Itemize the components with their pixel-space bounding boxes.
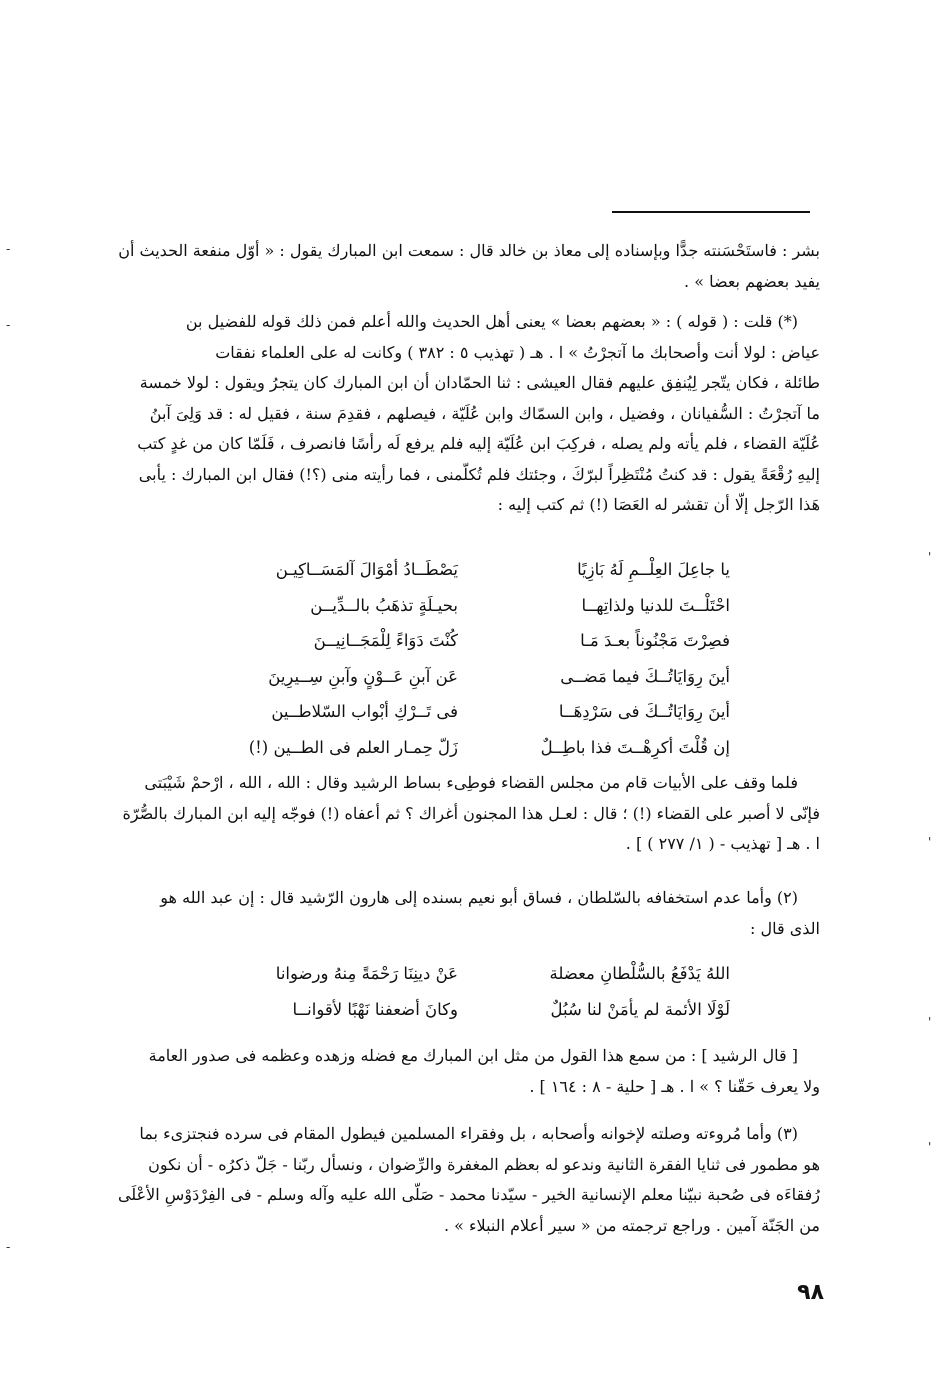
margin-mark: ' (928, 1140, 932, 1154)
text-line: (٣) وأما مُروءته وصلته لإخوانه وأصحابه ، بل وفقراء المسلمين فيطول المقام فى سرده فنجتزىء بما (139, 1124, 798, 1143)
text-line: الذى قال : (750, 918, 820, 938)
text-line: هَذا الرّجل إلّا أن تقشر له العَصَا (!) ثم كتب إليه : (497, 495, 820, 514)
text-line: فلما وقف على الأبيات قام من مجلس القضاء فوطِىء بساط الرشيد وقال : الله ، الله ، ارْحمْ شَيْبَتى (144, 773, 798, 792)
verse-second-hemistich: يَصْطَــادُ أمْوَالَ آلمَسَــاكِيـن (275, 560, 458, 579)
text-line: ولا يعرف حَقّنا ؟ » ا . هـ [ حلية - ٨ : ١٦٤ ] . (529, 1076, 820, 1096)
text-line: ا . هـ [ تهذيب - ( ١/ ٢٧٧ ) ] . (625, 834, 820, 853)
verse-second-hemistich: زَلّ حِمـار العلم فى الطــين (!) (248, 737, 458, 757)
verse-first-hemistich: لَوْلَا الأئمة لم يأمَنْ لنا سُبُلٌ (550, 999, 730, 1019)
verse-first-hemistich: اللهُ يَدْفَعُ بالسُّلْطانِ معضلة (549, 964, 730, 983)
margin-mark: ' (928, 550, 932, 564)
footnote-separator-rule (612, 211, 810, 213)
verse-second-hemistich: بحيـلَةٍ تذهَبُ بالــدِّيــن (310, 595, 458, 615)
poem-verses-2 (200, 956, 730, 1027)
footnote-paragraph-2 (118, 307, 820, 521)
margin-mark: - (6, 318, 11, 332)
text-line: من الجَنّة آمين . وراجع ترجمته من « سير أعلام النبلاء » . (443, 1215, 820, 1235)
text-line: ما آتجرْتُ : السُّفيانان ، وفضيل ، وابن السمّاك وابن عُلَيّة ، فيصلهم ، فقدِمَ سنة ، فقيل له : قد وَلِىَ آبنُ (149, 403, 820, 423)
text-line: إليهِ رُقْعَةً يقول : قد كنتُ مُنْتَظِراً لبرّكَ ، وجئتك فلم تُكلّمنى ، فما رأيته منى (؟!) فقال ابن المبارك : يأبى (138, 464, 820, 484)
verse-second-hemistich: وكانَ أضعفنا نَهْبًا لأقوانــا (292, 999, 458, 1019)
margin-mark: ' (928, 835, 932, 849)
verse-first-hemistich: فصِرْتَ مَجْنُوناً بعـدَ مَـا (580, 631, 730, 650)
footnote-paragraph-4 (118, 883, 820, 944)
verse-second-hemistich: فى تَــرْكِ أبْواب السّلاطــين (271, 702, 458, 721)
verse-second-hemistich: عَنْ دينِنَا رَحْمَةً مِنهُ ورضوانا (275, 964, 458, 983)
text-line: طائلة ، فكان يتّجر لِيُنفِق عليهم فقال العيشى : ثنا الحمّادان أن ابن المبارك كان يتجرُ ويقول : لولا خمسة (139, 373, 820, 392)
margin-mark: - (6, 242, 11, 256)
poem-verse (200, 956, 730, 992)
margin-mark: ' (928, 1015, 932, 1029)
text-line: فإنّى لا أصبر على القضاء (!) ؛ قال : لعـل هذا المجنون أغراك ؟ ثم أعفاه (!) فوجّه إليه ابن المبارك بالصُّرّة (122, 803, 820, 823)
poem-verse (200, 659, 730, 695)
text-line: (*) قلت : ( قوله ) : « بعضهم بعضا » يعنى أهل الحديث والله أعلم فمن ذلك قوله للفضيل بن (185, 312, 798, 331)
verse-second-hemistich: كُنْتَ دَوَاءً لِلْمَجَــانِيــنَ (313, 631, 458, 650)
verse-first-hemistich: أينَ رِوَايَاتُــكَ فيما مَضــى (560, 666, 730, 686)
verse-first-hemistich: يا جاعِلَ العِلْــمِ لَهُ بَازِيًا (577, 560, 730, 579)
poem-verses-1 (200, 552, 730, 765)
text-line: [ قال الرشيد ] : من سمع هذا القول من مثل ابن المبارك مع فضله وزهده وعظمه فى صدور العامة (148, 1046, 798, 1065)
footnote-paragraph-6 (118, 1119, 820, 1241)
text-line: عُلَيّة القضاء ، فلم يأته ولم يصله ، فركِبَ ابن عُلَيّة إليه فلم يرفع لَه رأسًا فانصرف ، فَلَمّا كان من غدٍ كتب (137, 434, 820, 453)
text-line: عياض : لولا أنت وأصحابك ما آتجرْتُ » ا . هـ ( تهذيب ٥ : ٣٨٢ ) وكانت له على العلماء نفقات (215, 342, 820, 362)
text-line: هو مطمور فى ثنايا الفقرة الثانية وندعو له بعظم المغفرة والرِّضوان ، ونسأل ربّنا - جَلّ ذكرُه - أن نكون (148, 1154, 820, 1174)
poem-verse (200, 730, 730, 766)
verse-second-hemistich: عَن آبنِ عَــوْنٍ وآبنِ سِــيرِينَ (268, 666, 458, 686)
poem-verse (200, 623, 730, 659)
poem-verse (200, 992, 730, 1028)
text-line: بشر : فاستَحْسَنته جدًّا وبإسناده إلى معاذ بن خالد قال : سمعت ابن المبارك يقول : « أوّل منفعة الحديث أن (118, 241, 820, 260)
text-line: رُفقاءَه فى صُحبة نبيّنا معلم الإنسانية الخير - سيّدنا محمد - صَلّى الله عليه وآله وسلم - فى الفِرْدَوْسِ الأعْلَى (118, 1185, 820, 1204)
footnote-paragraph-3 (118, 768, 820, 860)
text-line: يفيد بعضهم بعضا » . (684, 271, 820, 291)
text-line: (٢) وأما عدم استخفافه بالسّلطان ، فساق أبو نعيم بسنده إلى هارون الرّشيد قال : إن عبد الله هو (160, 888, 798, 907)
verse-first-hemistich: أينَ رِوَايَاتُــكَ فى سَرْدِهَــا (558, 702, 730, 721)
footnote-paragraph-1 (118, 236, 820, 297)
poem-verse (200, 588, 730, 624)
verse-first-hemistich: احْتَلْــتَ للدنيا ولذاتِهــا (581, 595, 730, 615)
page-number: ٩٨ (797, 1280, 824, 1305)
poem-verse (200, 694, 730, 730)
margin-mark: - (6, 1240, 11, 1254)
verse-first-hemistich: إن قُلْتَ أكرِهْــتَ فذا باطِــلٌ (540, 737, 730, 757)
footnote-paragraph-5 (118, 1041, 820, 1102)
poem-verse (200, 552, 730, 588)
